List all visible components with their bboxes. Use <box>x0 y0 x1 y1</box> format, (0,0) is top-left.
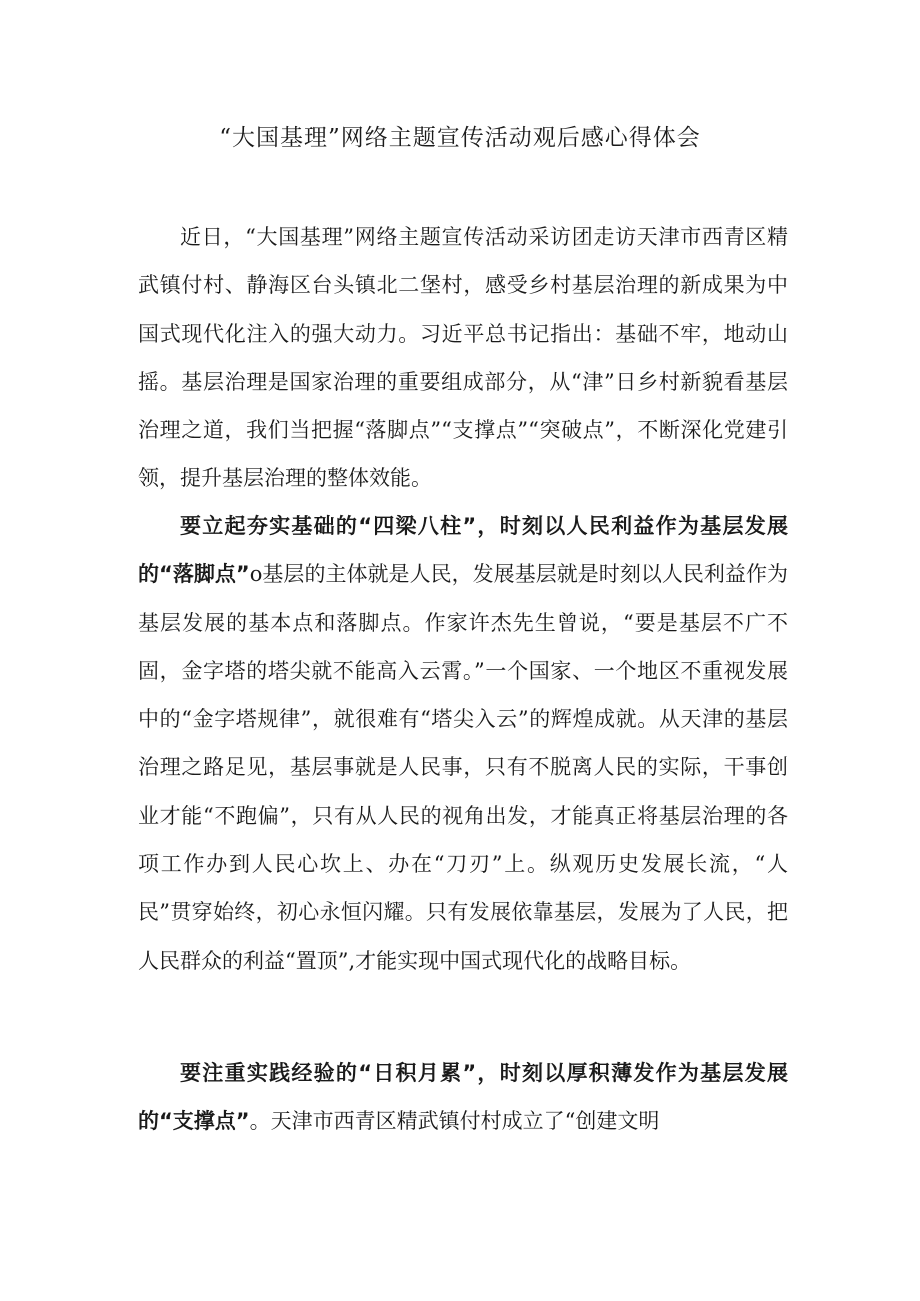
paragraph-body: o基层的主体就是人民，发展基层就是时刻以人民利益作为基层发展的基本点和落脚点。作家许杰先生曾说，“要是基层不广不固，金字塔的塔尖就不能高入云霄。”一个国家、一个地区不重视发展中的“金字塔规律”，就很难有“塔尖入云”的辉煌成就。从天津的基层治理之路足见，基层事就是人民事，只有不脱离人民的实际，干事创业才能“不跑偏”，只有从人民的视角出发，才能真正将基层治理的各项工作办到人民心坎上、办在“刀刃”上。纵观历史发展长流，“人民”贯穿始终，初心永恒闪耀。只有发展依靠基层，发展为了人民，把人民群众的利益“置顶”,才能实现中国式现代化的战略目标。 <box>138 562 788 973</box>
paragraph-text <box>138 213 788 503</box>
paragraph-text <box>138 502 788 985</box>
paragraph-3 <box>138 1049 788 1146</box>
paragraph-2 <box>138 502 788 985</box>
paragraph-1 <box>138 213 788 503</box>
paragraph-lead: 要注重实践经验的“日积月累”，时刻以厚积薄发作为基层发展的“支撑点” <box>138 1061 788 1134</box>
paragraph-lead: 要立起夯实基础的“四梁八柱”，时刻以人民利益作为基层发展的“落脚点” <box>138 514 788 587</box>
paragraph-body: 近日，“大国基理”网络主题宣传活动采访团走访天津市西青区精武镇付村、静海区台头镇北二堡村，感受乡村基层治理的新成果为中国式现代化注入的强大动力。习近平总书记指出：基础不牢，地动山摇。基层治理是国家治理的重要组成部分，从“津”日乡村新貌看基层治理之道，我们当把握“落脚点”“支撑点”“突破点”，不断深化党建引领，提升基层治理的整体效能。 <box>138 225 788 491</box>
paragraph-body: 。天津市西青区精武镇付村成立了“创建文明 <box>249 1109 660 1134</box>
document-title: “大国基理”网络主题宣传活动观后感心得体会 <box>219 125 701 151</box>
paragraph-text <box>138 1049 788 1146</box>
